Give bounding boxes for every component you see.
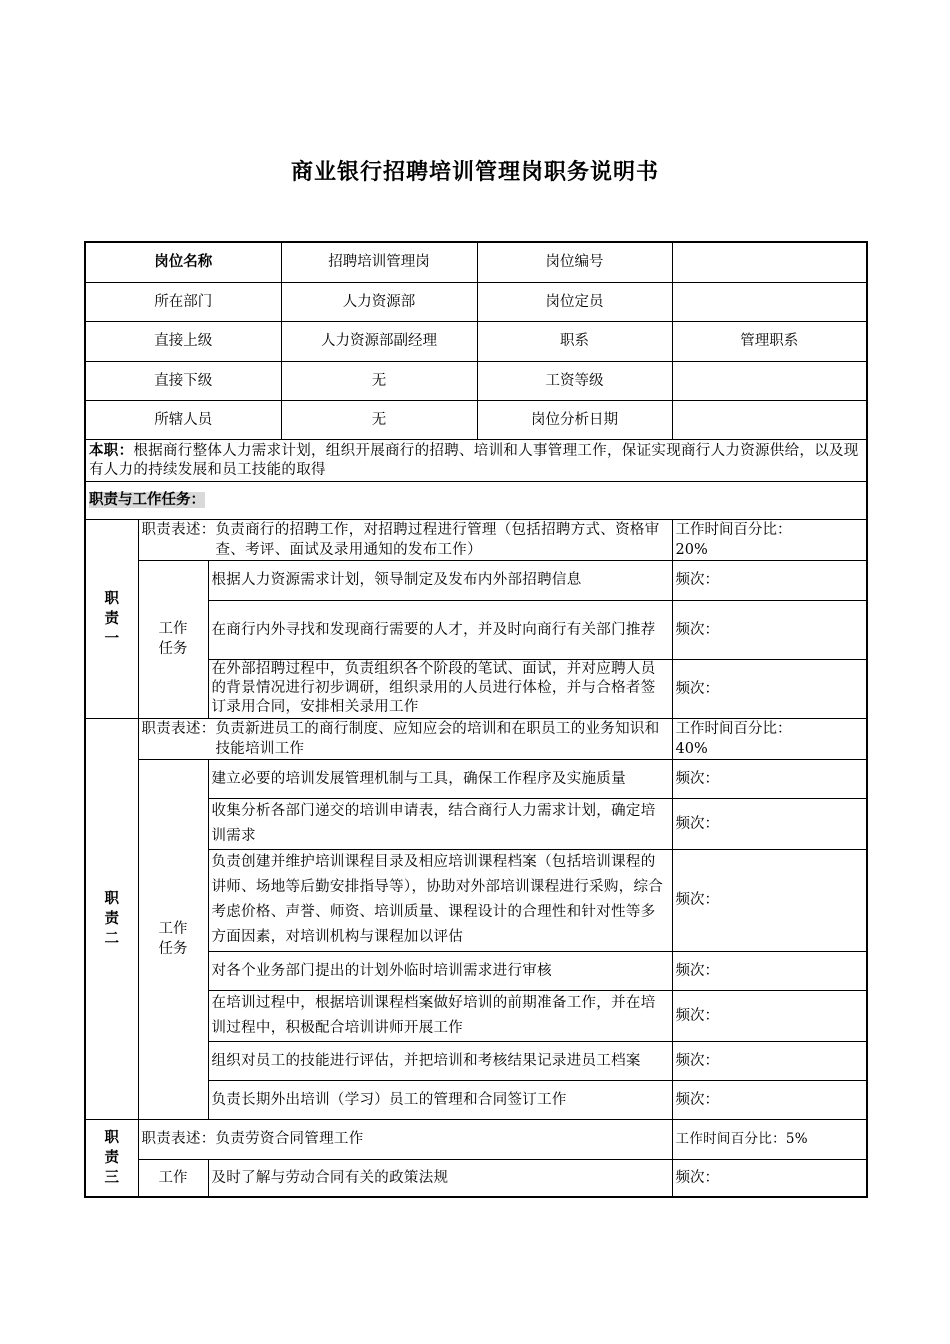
- duty-2-description: 职责表述： 负责新进员工的商行制度、应知应会的培训和在职员工的业务知识和技能培训工作: [138, 718, 672, 759]
- duty-3-label: 职 责 三: [85, 1119, 138, 1197]
- quota-label: 岗位定员: [477, 282, 672, 321]
- quota-value: [672, 282, 867, 321]
- duty-1-task-1-freq: 频次：: [672, 560, 867, 600]
- salary-label: 工资等级: [477, 361, 672, 400]
- info-row: [85, 242, 867, 282]
- subordinate-value: 无: [281, 361, 477, 400]
- subordinate-label: 直接下级: [85, 361, 281, 400]
- duty-2-task-label: 工作 任务: [138, 759, 208, 1119]
- duty-3-task-1-freq: 频次：: [672, 1159, 867, 1197]
- job-description-table: [84, 241, 868, 1198]
- duty-2-task-3: 负责创建并维护培训课程目录及相应培训课程档案（包括培训课程的讲师、场地等后勤安排指导等），协助对外部培训课程进行采购，综合考虑价格、声誉、师资、培训质量、课程设计的合理性和针对性等多方面因素，对培训机构与课程加以评估: [208, 849, 672, 951]
- post-name-label: 岗位名称: [85, 242, 281, 282]
- tasks-header-row: [85, 481, 867, 519]
- post-no-value: [672, 242, 867, 282]
- analysis-date-label: 岗位分析日期: [477, 400, 672, 439]
- duty-2-label: 职 责 二: [85, 718, 138, 1119]
- post-no-label: 岗位编号: [477, 242, 672, 282]
- duty-1-task-row: [85, 560, 867, 600]
- duty-2-desc-row: [85, 718, 867, 759]
- salary-value: [672, 361, 867, 400]
- duty-1-task-2: 在商行内外寻找和发现商行需要的人才，并及时向商行有关部门推荐: [208, 600, 672, 659]
- duty-1-task-3-freq: 频次：: [672, 659, 867, 718]
- duty-2-task-2: 收集分析各部门递交的培训申请表，结合商行人力需求计划，确定培训需求: [208, 798, 672, 849]
- duty-2-task-6-freq: 频次：: [672, 1041, 867, 1080]
- duty-summary-label: 本职：: [89, 442, 134, 459]
- staff-label: 所辖人员: [85, 400, 281, 439]
- dept-value: 人力资源部: [281, 282, 477, 321]
- info-row: [85, 282, 867, 321]
- info-row: [85, 361, 867, 400]
- superior-value: 人力资源部副经理: [281, 321, 477, 361]
- duty-2-task-3-freq: 频次：: [672, 849, 867, 951]
- duty-2-task-2-freq: 频次：: [672, 798, 867, 849]
- analysis-date-value: [672, 400, 867, 439]
- duty-1-desc-row: [85, 519, 867, 560]
- staff-value: 无: [281, 400, 477, 439]
- info-row: [85, 321, 867, 361]
- duty-1-task-3: 在外部招聘过程中，负责组织各个阶段的笔试、面试，并对应聘人员的背景情况进行初步调研，组织录用的人员进行体检，并与合格者签订录用合同，安排相关录用工作: [208, 659, 672, 718]
- duty-1-task-1: 根据人力资源需求计划，领导制定及发布内外部招聘信息: [208, 560, 672, 600]
- duty-2-task-4: 对各个业务部门提出的计划外临时培训需求进行审核: [208, 951, 672, 990]
- duty-3-task-label: 工作: [138, 1159, 208, 1197]
- duty-2-task-7-freq: 频次：: [672, 1080, 867, 1119]
- duty-3-pct: 工作时间百分比：5%: [672, 1119, 867, 1159]
- duty-1-task-2-freq: 频次：: [672, 600, 867, 659]
- superior-label: 直接上级: [85, 321, 281, 361]
- duty-3-desc-row: [85, 1119, 867, 1159]
- dept-label: 所在部门: [85, 282, 281, 321]
- duty-2-task-4-freq: 频次：: [672, 951, 867, 990]
- page-title: 商业银行招聘培训管理岗职务说明书: [290, 160, 659, 185]
- duty-3-description: 职责表述： 负责劳资合同管理工作: [138, 1119, 672, 1159]
- duty-2-task-1-freq: 频次：: [672, 759, 867, 798]
- duty-2-task-row: [85, 759, 867, 798]
- duty-2-task-5-freq: 频次：: [672, 990, 867, 1041]
- duty-summary-row: [85, 439, 867, 481]
- tasks-header-cell: [85, 481, 867, 519]
- duty-3-task-1: 及时了解与劳动合同有关的政策法规: [208, 1159, 672, 1197]
- series-label: 职系: [477, 321, 672, 361]
- duty-2-task-1: 建立必要的培训发展管理机制与工具，确保工作程序及实施质量: [208, 759, 672, 798]
- duty-1-description: 职责表述： 负责商行的招聘工作，对招聘过程进行管理（包括招聘方式、资格审查、考评、面试及录用通知的发布工作）: [138, 519, 672, 560]
- series-value: 管理职系: [672, 321, 867, 361]
- duty-2-pct: 工作时间百分比： 40%: [672, 718, 867, 759]
- tasks-header: 职责与工作任务：: [89, 492, 205, 508]
- duty-1-pct: 工作时间百分比： 20%: [672, 519, 867, 560]
- duty-1-task-label: 工作 任务: [138, 560, 208, 718]
- duty-2-task-7: 负责长期外出培训（学习）员工的管理和合同签订工作: [208, 1080, 672, 1119]
- duty-summary: [85, 439, 867, 481]
- duty-1-label: 职 责 一: [85, 519, 138, 718]
- duty-summary-text: 根据商行整体人力需求计划，组织开展商行的招聘、培训和人事管理工作，保证实现商行人力资源供给，以及现有人力的持续发展和员工技能的取得: [89, 442, 859, 478]
- info-row: [85, 400, 867, 439]
- post-name-value: 招聘培训管理岗: [281, 242, 477, 282]
- duty-3-task-row: [85, 1159, 867, 1197]
- duty-2-task-5: 在培训过程中，根据培训课程档案做好培训的前期准备工作，并在培训过程中，积极配合培训讲师开展工作: [208, 990, 672, 1041]
- duty-2-task-6: 组织对员工的技能进行评估，并把培训和考核结果记录进员工档案: [208, 1041, 672, 1080]
